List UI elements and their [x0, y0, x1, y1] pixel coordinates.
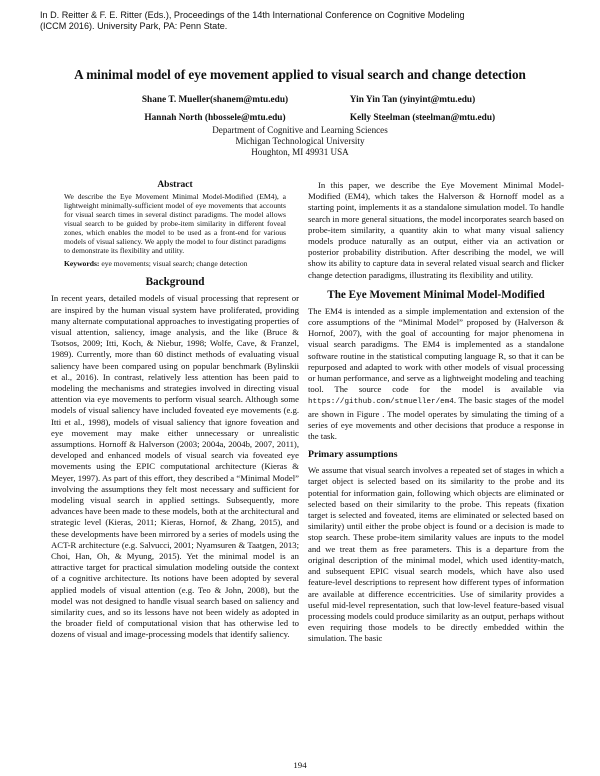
author-3: Hannah North (hbossele@mtu.edu): [144, 113, 286, 123]
keywords-label: Keywords:: [64, 259, 100, 269]
abstract-body: We describe the Eye Movement Minimal Model-Modified (EM4), a lightweight minimally-sufficient model of eye movements that accounts for visual search times in several distinct paradigms. The model allows visual search to be guided by probe-item similarity in different foveal zones, which enables the model to be used as a front-end for various models of visual saliency. We apply the model to four distinct paradigms to demonstrate its flexibility and utility.: [64, 192, 286, 256]
proceedings-line-2: (ICCM 2016). University Park, PA: Penn State.: [40, 21, 228, 32]
author-2: Yin Yin Tan (yinyint@mtu.edu): [349, 95, 476, 105]
em4-body-text: The EM4 is intended as a simple implementation and extension of the core assumptions of the “Minimal Model” proposed by (Halverson & Hornof, 2007), with the goal of accounting for major phenomena in visual search paradigms. The EM4 is implemented as a standalone software routine in the statistical computing language R, so that it can be repurposed and adapted to work with other models of visual processing or human performance, and serve as a lightweight modeling and teaching tool. The source code for the model is available via: [308, 305, 564, 395]
source-code-link[interactable]: https://github.com/stmueller/em4: [308, 398, 454, 407]
keywords: [64, 259, 286, 268]
page-number: 194: [293, 760, 307, 770]
em4-section-body: [308, 306, 564, 442]
author-4: Kelly Steelman (steelman@mtu.edu): [349, 113, 496, 123]
keywords-list: eye movements; visual search; change detection: [99, 259, 248, 269]
affiliation: [150, 125, 450, 158]
abstract-heading: Abstract: [157, 180, 193, 190]
proceedings-header: [40, 10, 560, 32]
intro-paragraph: In this paper, we describe the Eye Movement Minimal Model-Modified (EM4), which takes the Halverson & Hornoff model as a starting point, implements it as a standalone simulation model. To handle search in more general situations, the model incorporates search based on probe-item similarity, a quantity akin to what many visual saliency models produce naturally as an output, either via an activation or posterior probability distribution. After describing the model, we will show its ability to capture data in several related visual search and flicker change detection paradigms, illustrating its flexibility and utility.: [308, 180, 564, 280]
primary-assumptions-body: We assume that visual search involves a repeated set of stages in which a target object is selected based on its similarity to the probe and its potential for information gain, following which objects are eliminated or selected based on their similarity to the probe. This repeats (fixation target is selected and foveated, items are eliminated or selected based on similarity) until either the probe object is found or a decision is made to stop search. These probe-item similarity values are inputs to the model and we treat them as free parameters. This is a departure from the original description of the minimal model, which used identity-match, and subsequent EPIC visual search models, which have also used feature-level descriptions to represent how different types of information are available at difference eccentricities. Use of similarity provides a useful mid-level representation, such that low-level feature-based visual processing models could produce similarity as an output, perhaps without even requiring those models to be directly embedded within the simulation. The basic: [308, 465, 564, 644]
left-column: [51, 180, 299, 641]
proceedings-line-1: In D. Reitter & F. E. Ritter (Eds.), Proceedings of the 14th International Conference on Cognitive Modeling: [40, 10, 465, 20]
primary-assumptions-heading: Primary assumptions: [308, 449, 398, 461]
background-body: In recent years, detailed models of visual processing that represent or are inspired by the human visual system have proliferated, providing many alternate computational approaches to investigating properties of visual attention, saliency, image analysis, and the like (Bruce & Tsotsos, 2009; Itti, Koch, & Niebur, 1998; Wolfe, Cave, & Franzel, 1989). Currently, more than 60 distinct methods of evaluating visual saliency have been compared using on popular benchmark (Bylinskii et al., 2016). In contrast, relatively less attention has been paid to modeling the mechanisms and strategies involved in directing visual attention via eye movements to perform visual search. Although some models of visual saliency have included foveated eye movements (e.g. Itti et al., 1998), models of visual saliency that ignore foveation and eye movement may make either unnecessary or unrealistic assumptions. Hornoff & Halverson (2003; 2004a, 2004b, 2007, 2011), developed and enhanced models of visual search via foveated eye movements using the EPIC computational architecture (Kieras & Meyer, 1997). As part of this effort, they described a “Minimal Model” involving the assumptions they felt most necessary and sufficient for modeling visual search in applied settings. Subsequently, more advances have been made to these models, both at the architectural and strategic level (Kieras, 2011; Kieras, Hornof, & Zhang, 2015), and these developments have been mirrored by a series of models using the ACT-R architecture (e.g. Salvucci, 2001; Nyamsuren & Taatgen, 2013; Choi, Han, Oh, & Myung, 2015). Yet the minimal model is an attractive target for practical simulation modeling outside the context of a cognitive architecture. Its notions have been adopted by several applied models of visual attention (e.g. Teo & John, 2008), but the model was not designed to handle visual search based on saliency and similarity cues, and so its lessons have not been widely as adopted in the broader field of computational vision that has otherwise led to dozens of visual and image-processing models that identify saliency.: [51, 293, 299, 640]
affiliation-department: Department of Cognitive and Learning Sciences: [212, 125, 388, 135]
affiliation-university: Michigan Technological University: [235, 136, 365, 147]
background-heading: Background: [145, 276, 205, 289]
em4-body-text-continued: . The basic stages of the model are shown in Figure . The model operates by simulating the timing of a series of eye movements and other decisions that produce a response in the task.: [308, 395, 564, 442]
affiliation-city: Houghton, MI 49931 USA: [251, 147, 349, 158]
em4-section-heading: The Eye Movement Minimal Model-Modified: [327, 288, 545, 301]
author-1: Shane T. Mueller(shanem@mtu.edu): [141, 95, 289, 105]
right-column: [308, 180, 564, 645]
paper-title: A minimal model of eye movement applied to visual search and change detection: [74, 67, 526, 82]
